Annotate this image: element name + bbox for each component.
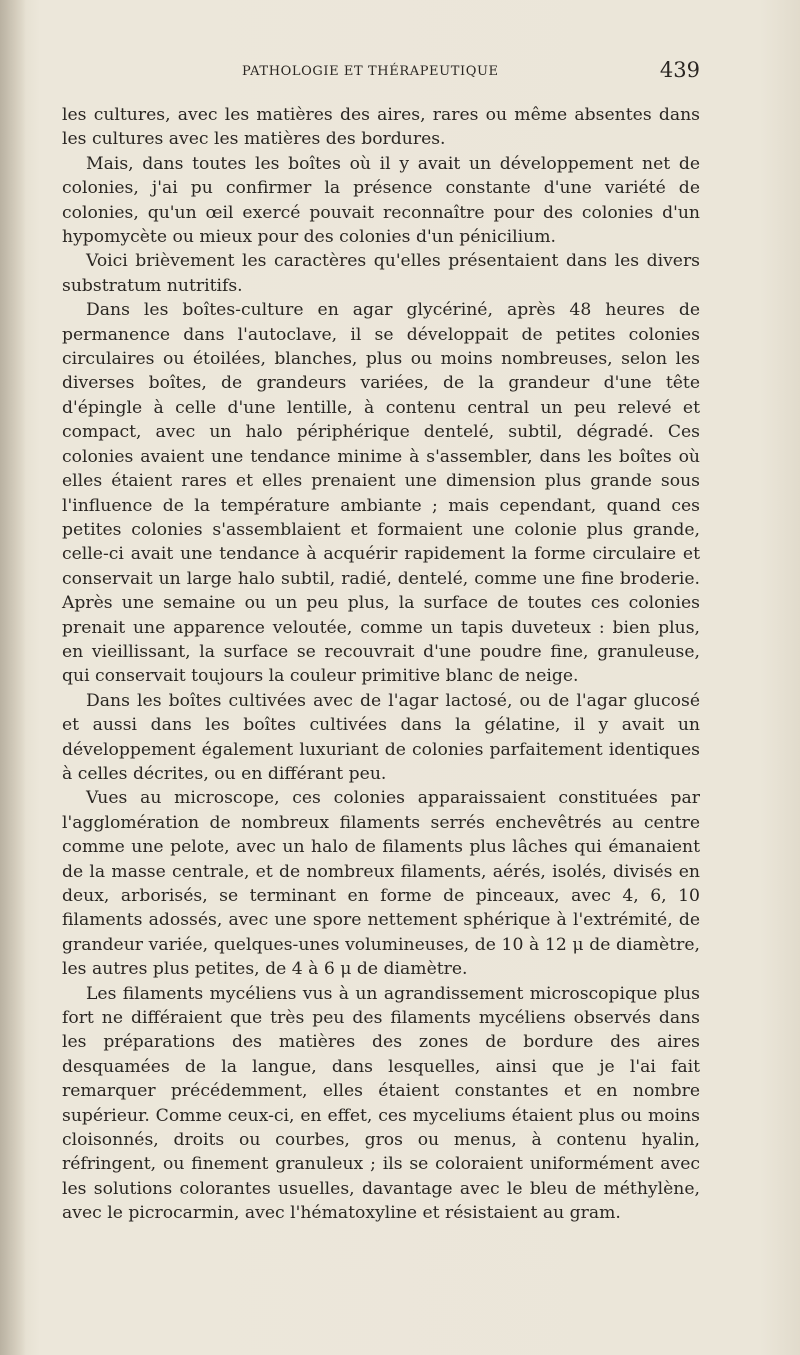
paragraph: les cultures, avec les matières des aires, rares ou même absentes dans les cultures avec les matières des bordures.: [62, 105, 700, 150]
page-header: [62, 58, 702, 88]
paragraph: Vues au microscope, ces colonies apparaissaient constituées par l'agglomération de nombreux filaments serrés enchevêtrés au centre comme une pelote, avec un halo de filaments plus lâches qui émanaient de la masse centrale, et de nombreux filaments, aérés, isolés, divisés en deux, arborisés, se terminant en forme de pinceaux, avec 4, 6, 10 filaments adossés, avec une spore nettement sphérique à l'extrémité, de grandeur variée, quelques-unes volumineuses, de 10 à 12 μ de diamètre, les autres plus petites, de 4 à 6 μ de diamètre.: [62, 788, 700, 980]
paragraph: Dans les boîtes cultivées avec de l'agar lactosé, ou de l'agar glucosé et aussi dans les boîtes cultivées dans la gélatine, il y avait un développement également luxuriant de colonies parfaitement identiques à celles décrites, ou en différant peu.: [62, 690, 700, 784]
paragraph: Dans les boîtes-culture en agar glycériné, après 48 heures de permanence dans l'autoclave, il se développait de petites colonies circulaires ou étoilées, blanches, plus ou moins nombreuses, selon les diverses boîtes, de grandeurs variées, de la grandeur d'une tête d'épingle à celle d'une lentille, à contenu central un peu relevé et compact, avec un halo périphérique dentelé, subtil, dégradé. Ces colonies avaient une tendance minime à s'assembler, dans les boîtes où elles étaient rares et elles prenaient une dimension plus grande sous l'influence de la température ambiante ; mais cependant, quand ces petites colonies s'assemblaient et formaient une colonie plus grande, celle-ci avait une tendance à acquérir rapidement la forme circulaire et conservait un large halo subtil, radié, dentelé, comme une fine broderie. Après une semaine ou un peu plus, la surface de toutes ces colonies prenait une apparence veloutée, comme un tapis duveteux : bien plus, en vieillissant, la surface se recouvrait d'une poudre fine, granuleuse, qui conservait toujours la couleur primitive blanc de neige.: [62, 300, 700, 687]
page-spine-shadow: [0, 0, 26, 1355]
page-number: 439: [659, 58, 700, 82]
running-title: PATHOLOGIE ET THÉRAPEUTIQUE: [242, 64, 499, 79]
body-text: [62, 103, 700, 1226]
paragraph: Mais, dans toutes les boîtes où il y avait un développement net de colonies, j'ai pu confirmer la présence constante d'une variété de colonies, qu'un œil exercé pouvait reconnaître pour des colonies d'un hypomycète ou mieux pour des colonies d'un pénicilium.: [62, 153, 700, 248]
paragraph: Voici brièvement les caractères qu'elles présentaient dans les divers substratum nutritifs.: [62, 251, 700, 296]
paragraph: Les filaments mycéliens vus à un agrandissement microscopique plus fort ne différaient que très peu des filaments mycéliens observés dans les préparations des matières des zones de bordure des aires desquamées de la langue, dans lesquelles, ainsi que je l'ai fait remarquer précédemment, elles étaient constantes et en nombre supérieur. Comme ceux-ci, en effet, ces myceliums étaient plus ou moins cloisonnés, droits ou courbes, gros ou menus, à contenu hyalin, réfringent, ou finement granuleux ; ils se coloraient uniformément avec les solutions colorantes usuelles, davantage avec le bleu de méthylène, avec le picrocarmin, avec l'hématoxyline et résistaient au gram.: [62, 983, 700, 1224]
